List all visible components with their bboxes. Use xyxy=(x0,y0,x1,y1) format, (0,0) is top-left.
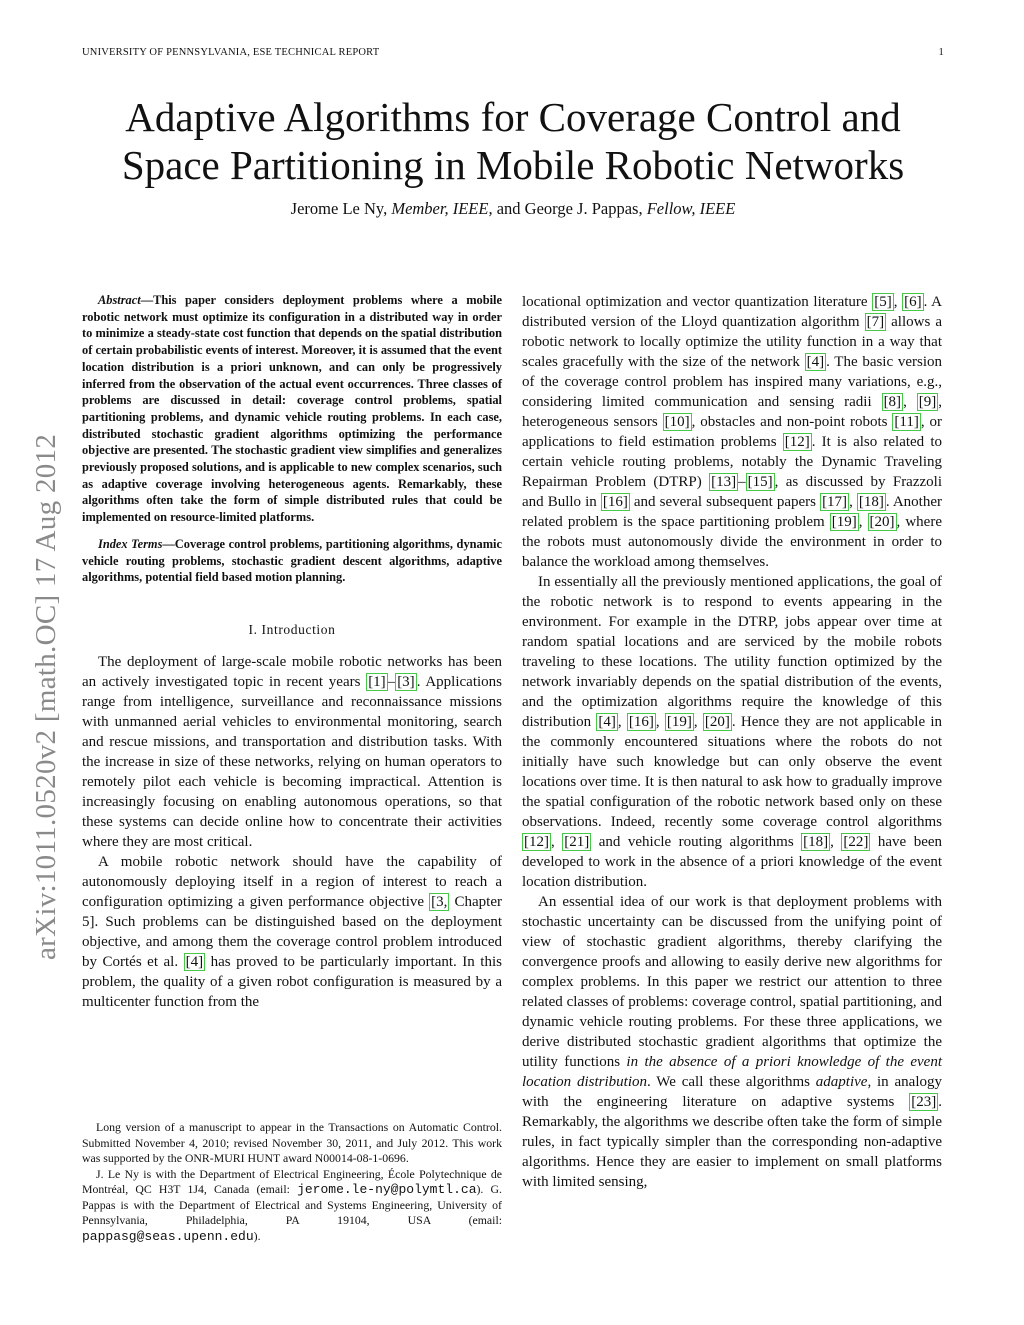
text-run: . Applications range from intelligence, surveillance and reconnaissance missions with unmanned aerial vehicles to environmental monitoring, search and rescue missions, and transportation and distribution tasks. With the increase in size of these networks, relying on human operators to remotely pilot each vehicle is becoming impractical. Attention is increasingly focusing on enabling autonomous operations, so that these systems can decide online how to concentrate their activities where they are most critical. xyxy=(82,673,502,850)
author-1: Jerome Le Ny, xyxy=(290,199,388,218)
text-run: An essential idea of our work is that deployment problems with stochastic uncertainty can be discussed from the unifying point of view of stochastic gradient algorithms, thereby clarifying the convergence proofs and allowing to easily derive new algorithms for complex problems. In this paper we restrict our attention to three related classes of problems: coverage control, spatial partitioning, and dynamic vehicle routing problems. For these three applications, we derive distributed stochastic gradient algorithms that optimize the utility functions xyxy=(522,894,942,1070)
running-header xyxy=(82,47,944,58)
text-run: . It is also related to certain vehicle routing problems, notably the Dynamic Traveling Repairman Problem (DTRP) xyxy=(522,434,942,490)
text-run: . Another related problem is the space partitioning problem xyxy=(522,494,943,530)
email-link[interactable]: jerome.le-ny@polymtl.ca xyxy=(297,1182,477,1197)
text-run: and vehicle routing algorithms xyxy=(591,834,802,850)
citation-link[interactable]: [23] xyxy=(911,1094,937,1110)
text-run: , xyxy=(893,294,903,310)
abstract xyxy=(82,292,502,526)
text-run: – xyxy=(738,474,746,490)
author-line xyxy=(82,199,944,219)
footnotes xyxy=(82,1120,502,1244)
paper-title xyxy=(82,93,944,189)
intro-paragraph-2 xyxy=(82,852,502,1012)
text-run: , where the robots must autonomously divide the environment in order to balance the workload among themselves. xyxy=(522,514,942,570)
email-link[interactable]: pappasg@seas.upenn.edu xyxy=(82,1228,254,1244)
intro-paragraph-1 xyxy=(82,652,502,852)
page-number: 1 xyxy=(938,47,944,58)
text-run: . The basic version of the coverage control problem has inspired many variations, e.g., considering limited communication and sensing radii xyxy=(522,354,943,410)
abstract-label: Abstract xyxy=(98,293,141,307)
text-run: . Hence they are not applicable in the commonly encountered situations where the robots do not initially have such knowledge but can only observe the event locations over time. It is then natural to ask how to gradually improve the spatial configuration of the robotic network based only on these observations. Indeed, recently some coverage control algorithms xyxy=(522,714,943,830)
footnote-affiliations xyxy=(82,1167,502,1245)
text-run: J. Le Ny is with the Department of Electrical Engineering, École Polytechnique de Montréal, QC H3T 1J4, Canada (email: xyxy=(82,1166,502,1196)
footnote-submission: Long version of a manuscript to appear in the Transactions on Automatic Control. Submitted November 4, 2010; revised November 30, 2011, and July 2012. This work was supported by the ONR-MURI HUNT award N00014-08-1-0696. xyxy=(82,1120,502,1165)
citation-link[interactable]: [4] xyxy=(185,953,204,970)
citation-link[interactable]: [7] xyxy=(866,314,885,330)
text-run: , xyxy=(849,494,857,510)
citation-link[interactable]: [18] xyxy=(858,494,884,510)
right-paragraph-1 xyxy=(522,292,942,572)
index-terms xyxy=(82,536,502,586)
text-run: . We call these algorithms xyxy=(647,1074,816,1090)
right-paragraph-3 xyxy=(522,892,942,1192)
citation-link[interactable]: [11] xyxy=(894,414,919,430)
text-run: Chapter 5]. Such problems can be distinguished based on the deployment objective, and among them the coverage control problem introduced by Cortés et al. xyxy=(82,893,503,970)
citation-link[interactable]: [12] xyxy=(524,834,549,850)
citation-link[interactable]: [19] xyxy=(666,714,692,730)
text-run: locational optimization and vector quantization literature xyxy=(522,294,873,310)
citation-link[interactable]: [10] xyxy=(664,414,690,430)
citation-link[interactable]: [5] xyxy=(874,294,892,310)
title-line-2: Space Partitioning in Mobile Robotic Networks xyxy=(121,142,905,188)
index-terms-dash: — xyxy=(162,536,175,551)
left-column xyxy=(82,292,502,1012)
text-run: have been developed to work in the absence of a priori knowledge of the event location distribution. xyxy=(522,834,943,890)
citation-link[interactable]: [19] xyxy=(831,514,857,530)
text-run: ). xyxy=(253,1228,261,1243)
abstract-dash: — xyxy=(140,293,154,307)
text-run: . Remarkably, the algorithms we describe often take the form of simple rules, in fact typically simpler than the corresponding non-adaptive algorithms. Hence they are easier to implement on small platforms with limited sensing, xyxy=(522,1094,942,1190)
citation-link[interactable]: [21] xyxy=(564,834,590,850)
running-title: UNIVERSITY OF PENNSYLVANIA, ESE TECHNICAL REPORT xyxy=(82,47,380,58)
citation-link[interactable]: [4] xyxy=(598,714,616,730)
index-terms-text: Coverage control problems, partitioning algorithms, dynamic vehicle routing problems, stochastic gradient descent algorithms, adaptive algorithms, potential field based motion planning. xyxy=(82,536,502,585)
citation-link[interactable]: [3, xyxy=(431,893,448,910)
text-run: , xyxy=(551,834,563,850)
emphasis: in the absence of a priori knowledge of the event location distribution xyxy=(522,1054,942,1090)
text-run: allows a robotic network to locally optimize the utility function in a way that scales gracefully with the size of the network xyxy=(522,314,942,370)
text-run: and several subsequent papers xyxy=(629,494,821,510)
text-run: , as discussed by Frazzoli and Bullo in xyxy=(522,474,942,510)
text-run: , xyxy=(903,394,917,410)
citation-link[interactable]: [9] xyxy=(918,394,937,410)
citation-link[interactable]: [3] xyxy=(397,673,415,690)
right-paragraph-2 xyxy=(522,572,942,892)
citation-link[interactable]: [15] xyxy=(747,474,773,490)
text-run: A mobile robotic network should have the capability of autonomously deploying itself in a region of interest to reach a configuration optimizing a given performance objective xyxy=(82,853,502,910)
index-terms-label: Index Terms xyxy=(98,536,163,551)
arxiv-stamp[interactable]: arXiv:1011.0520v2 [math.OC] 17 Aug 2012 xyxy=(30,433,62,960)
author-separator: and George J. Pappas, xyxy=(496,199,643,218)
text-run: has proved to be particularly important. In this problem, the quality of a given robot configuration is measured by a multicenter function from the xyxy=(82,953,502,1010)
citation-link[interactable]: [18] xyxy=(803,834,829,850)
citation-link[interactable]: [1] xyxy=(368,673,386,690)
citation-link[interactable]: [17] xyxy=(822,494,848,510)
text-run: , heterogeneous sensors xyxy=(522,394,942,430)
text-run: , xyxy=(693,714,703,730)
citation-link[interactable]: [16] xyxy=(628,714,654,730)
text-run: , or applications to field estimation problems xyxy=(522,414,942,450)
citation-link[interactable]: [6] xyxy=(904,294,922,310)
text-run: ). G. Pappas is with the Department of Electrical and Systems Engineering, University of Pennsylvania, Philadelphia, PA 19104, USA (email: xyxy=(82,1182,503,1227)
citation-link[interactable]: [16] xyxy=(602,494,628,510)
author-1-role: Member, IEEE, xyxy=(391,199,493,218)
text-run: , xyxy=(655,714,665,730)
citation-link[interactable]: [12] xyxy=(784,434,810,450)
text-run: In essentially all the previously mentioned applications, the goal of the robotic network is to respond to events appearing in the environment. For example in the DTRP, jobs appear over time at random spatial locations and are serviced by the mobile robots traveling to these locations. The utility function optimized by the network invariably depends on the spatial distribution of the events, and the optimization algorithms require the knowledge of this distribution xyxy=(522,574,942,730)
abstract-text: This paper considers deployment problems where a mobile robotic network must optimize its configuration in a distributed way in order to minimize a steady-state cost function that depends on the spatial distribution of certain probabilistic events of interest. Moreover, it is assumed that the event location distribution is a priori unknown, and can only be progressively inferred from the observation of the actual event occurrences. Three classes of problems are discussed in detail: coverage control problems, spatial partitioning problems, and dynamic vehicle routing problems. In each case, distributed stochastic gradient algorithms optimizing the performance objective are presented. The stochastic gradient view simplifies and generalizes previously proposed solutions, and is applicable to new complex scenarios, such as adaptive coverage involving heterogeneous agents. Remarkably, these algorithms often take the form of simple distributed rules that could be implemented on resource-limited platforms. xyxy=(82,293,502,525)
author-2-role: Fellow, IEEE xyxy=(646,199,736,218)
text-run: , obstacles and non-point robots xyxy=(691,414,893,430)
citation-link[interactable]: [20] xyxy=(869,514,895,530)
text-run: , xyxy=(830,834,842,850)
citation-link[interactable]: [4] xyxy=(806,354,825,370)
citation-link[interactable]: [22] xyxy=(843,834,869,850)
section-heading-introduction: I. Introduction xyxy=(248,621,336,637)
text-run: , xyxy=(858,514,868,530)
text-run: The deployment of large-scale mobile robotic networks has been an actively investigated topic in recent years xyxy=(82,653,502,690)
citation-link[interactable]: [20] xyxy=(704,714,730,730)
emphasis: adaptive xyxy=(815,1074,868,1090)
text-run: – xyxy=(387,673,396,690)
text-run: , in analogy with the engineering literature on adaptive systems xyxy=(522,1074,942,1110)
citation-link[interactable]: [13] xyxy=(711,474,737,490)
citation-link[interactable]: [8] xyxy=(883,394,902,410)
right-column xyxy=(522,292,942,1192)
text-run: . A distributed version of the Lloyd quantization algorithm xyxy=(522,294,942,330)
text-run: , xyxy=(617,714,627,730)
title-line-1: Adaptive Algorithms for Coverage Control and xyxy=(125,94,901,140)
